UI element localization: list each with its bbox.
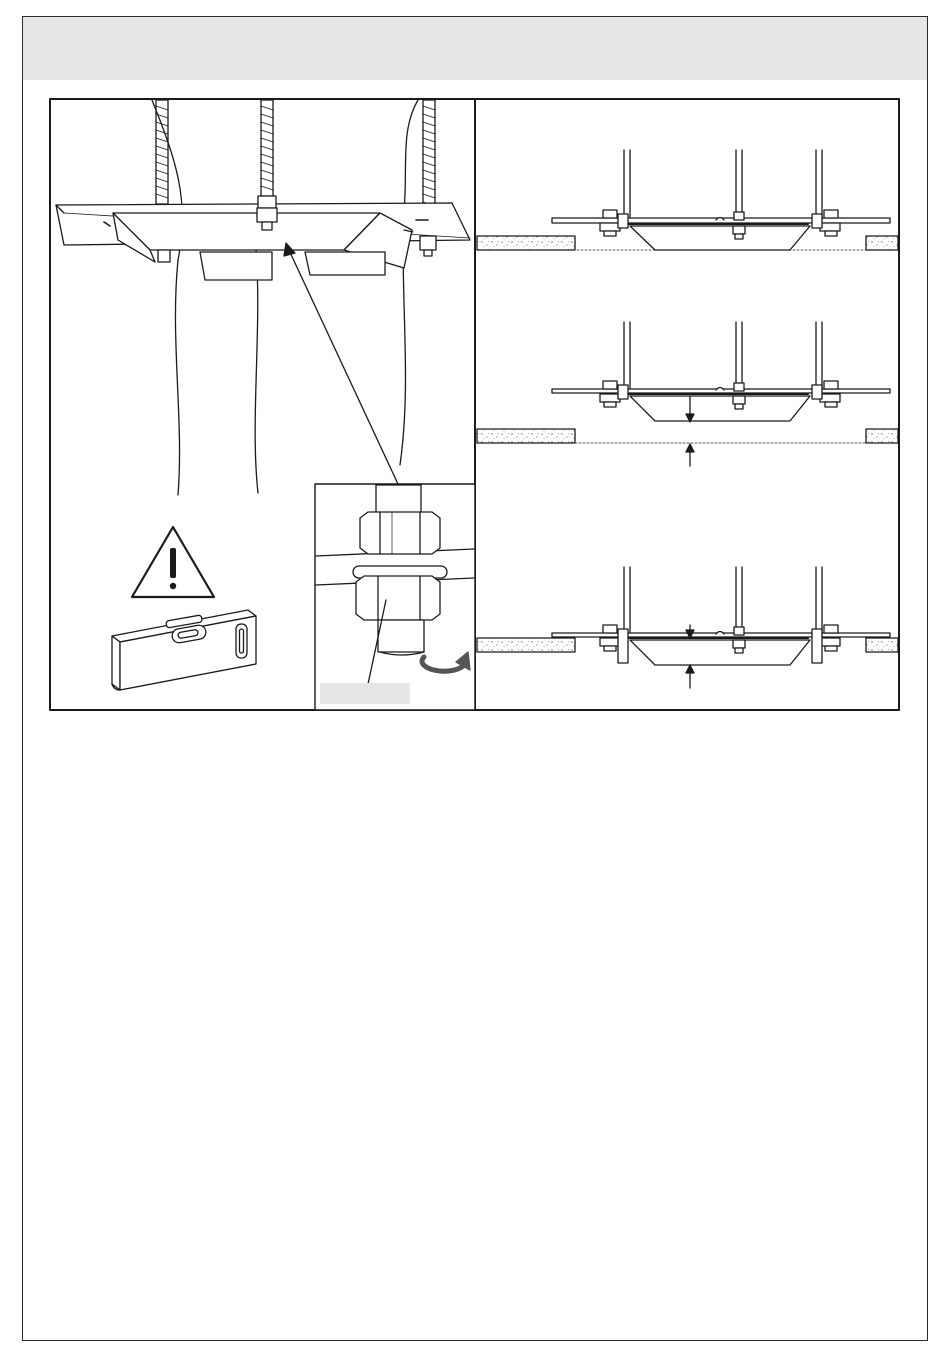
spirit-level-icon	[112, 610, 256, 690]
empty-text-area	[50, 730, 900, 1320]
step-1-before-adjustment	[477, 150, 898, 250]
warning-triangle-icon	[132, 527, 214, 597]
housing-foot-left	[200, 252, 272, 280]
step-2-gap-shown	[477, 322, 898, 466]
cable-center	[255, 250, 258, 493]
threaded-rod-center	[261, 100, 273, 196]
nut-left	[158, 250, 170, 262]
step-3-flush-with-ceiling	[477, 567, 898, 688]
nut-right	[420, 236, 436, 256]
housing-foot-right	[305, 252, 385, 275]
lamp-housing	[113, 213, 380, 250]
perspective-view	[56, 100, 470, 495]
nut-detail-view	[315, 484, 475, 710]
detail-label-box	[320, 683, 410, 704]
cable-right	[400, 100, 418, 465]
detail-leader-line	[288, 248, 398, 484]
